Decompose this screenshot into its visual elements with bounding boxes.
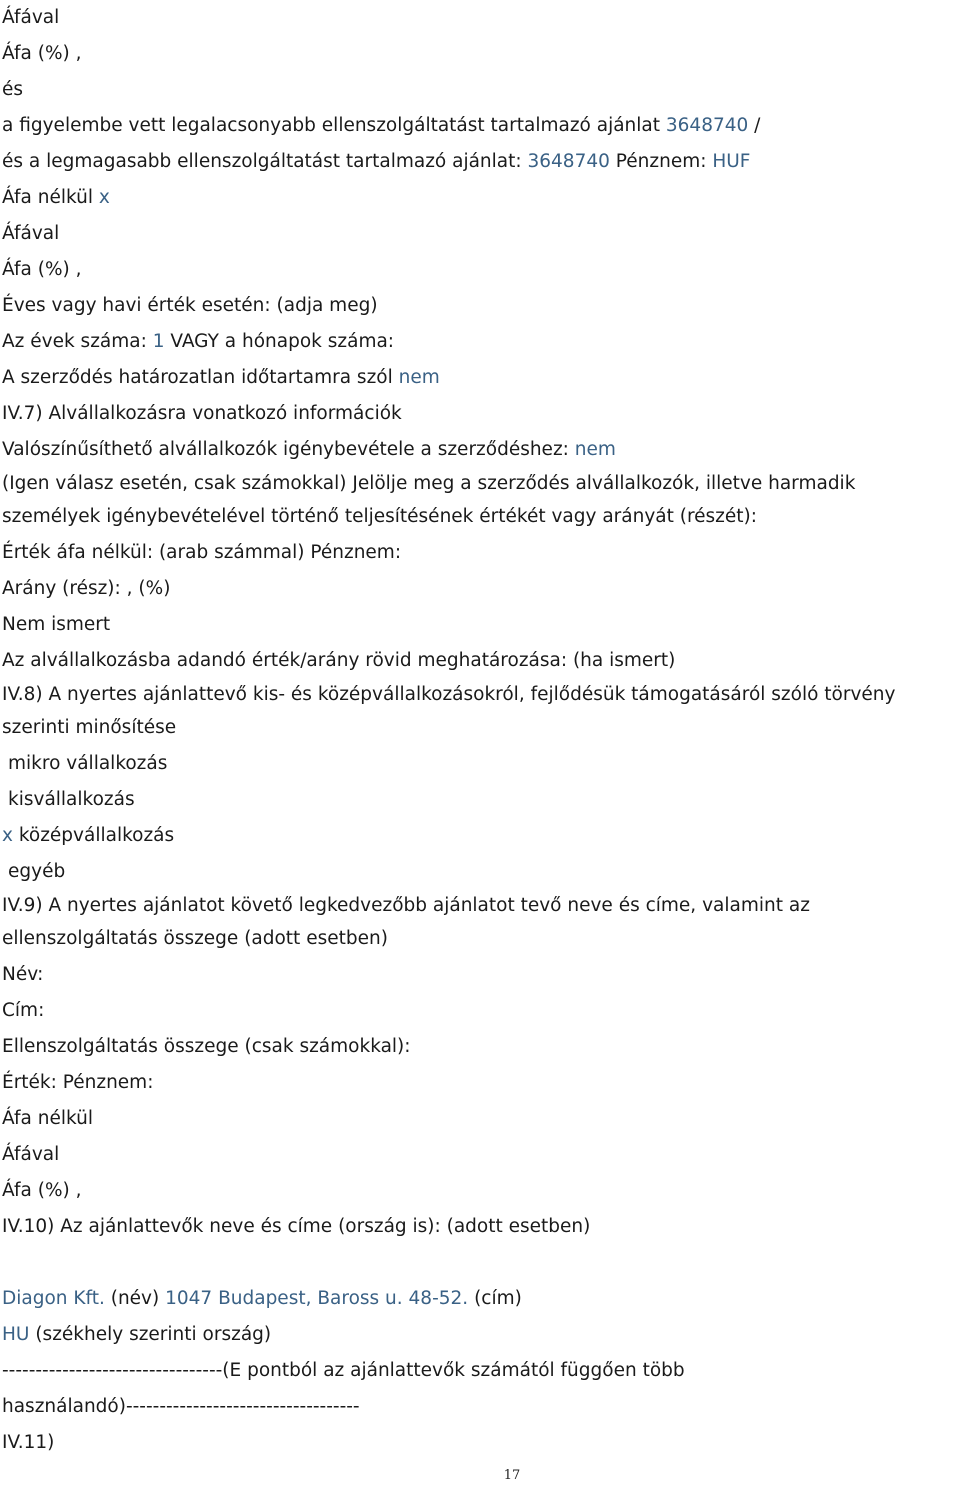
label: /: [748, 115, 761, 136]
amount-value: 3648740: [665, 115, 749, 136]
label: (cím): [468, 1288, 522, 1309]
subcontractor-value: nem: [574, 439, 616, 460]
option-small: kisvállalkozás: [8, 789, 135, 810]
bidder-line: [2, 1281, 958, 1317]
page-number: 17: [503, 1468, 521, 1483]
country-code: HU: [2, 1324, 30, 1345]
label: Valószínűsíthető alvállalkozók igénybevétele a szerződéshez:: [2, 439, 575, 460]
document-page: [2, 0, 958, 1461]
text-line: Cím:: [2, 1000, 45, 1021]
section-heading: IV.8) A nyertes ajánlattevő kis- és középvállalkozásokról, fejlődésük támogatásáról szóló törvény: [2, 684, 896, 705]
label: (székhely szerinti ország): [29, 1324, 272, 1345]
vat-excluded-line: [2, 180, 958, 216]
separator-text: ---------------------------------(E pontból az ajánlattevők számától függően több: [2, 1360, 685, 1381]
text-line: Az alvállalkozásba adandó érték/arány rövid meghatározása: (ha ismert): [2, 650, 676, 671]
country-line: [2, 1317, 958, 1353]
label: Pénznem:: [609, 151, 713, 172]
separator-text: használandó)-----------------------------------: [2, 1396, 360, 1417]
text-line: Éves vagy havi érték esetén: (adja meg): [2, 295, 378, 316]
currency-value: HUF: [712, 151, 751, 172]
bidder-name: Diagon Kft.: [2, 1288, 105, 1309]
blank-line: [2, 1245, 958, 1281]
label: a figyelembe vett legalacsonyabb ellenszolgáltatást tartalmazó ajánlat: [2, 115, 666, 136]
text-line: Érték áfa nélkül: (arab számmal) Pénznem:: [2, 542, 402, 563]
text-line: Áfa (%) ,: [2, 43, 82, 64]
indefinite-term-line: [2, 360, 958, 396]
text-line: Áfa nélkül: [2, 1108, 93, 1129]
amount-value: 3648740: [527, 151, 610, 172]
section-heading: IV.10) Az ajánlattevők neve és címe (ország is): (adott esetben): [2, 1216, 591, 1237]
text-line: Áfával: [2, 1144, 60, 1165]
option-medium: [2, 818, 958, 854]
years-value: 1: [152, 331, 165, 352]
check-mark: x: [98, 187, 110, 208]
text-line: Áfával: [2, 223, 60, 244]
lowest-offer-line: [2, 108, 958, 144]
text-line: Áfa (%) ,: [2, 1180, 82, 1201]
label: (név): [104, 1288, 166, 1309]
text-line: Érték: Pénznem:: [2, 1072, 154, 1093]
check-mark: x: [2, 825, 13, 846]
subcontractor-line: [2, 432, 958, 468]
text-line: Név:: [2, 964, 44, 985]
label: A szerződés határozatlan időtartamra szól: [2, 367, 399, 388]
text-line: Nem ismert: [2, 614, 111, 635]
text-line: Ellenszolgáltatás összege (csak számokkal):: [2, 1036, 411, 1057]
option-other: egyéb: [8, 861, 66, 882]
label: és a legmagasabb ellenszolgáltatást tartalmazó ajánlat:: [2, 151, 528, 172]
text-line: Áfa (%) ,: [2, 259, 82, 280]
option-micro: mikro vállalkozás: [8, 753, 168, 774]
text-line: (Igen válasz esetén, csak számokkal) Jelölje meg a szerződés alvállalkozók, illetve harmadik: [2, 473, 856, 494]
label: VAGY a hónapok száma:: [164, 331, 395, 352]
bidder-address: 1047 Budapest, Baross u. 48-52.: [165, 1288, 469, 1309]
section-heading: IV.9) A nyertes ajánlatot követő legkedvezőbb ajánlatot tevő neve és címe, valamint az: [2, 895, 810, 916]
text-line: Arány (rész): , (%): [2, 578, 171, 599]
label: középvállalkozás: [12, 825, 175, 846]
text-line: Áfával: [2, 7, 60, 28]
section-heading: ellenszolgáltatás összege (adott esetben): [2, 928, 388, 949]
indefinite-value: nem: [398, 367, 440, 388]
text-line: személyek igénybevételével történő teljesítésének értékét vagy arányát (részét):: [2, 506, 757, 527]
highest-offer-line: [2, 144, 958, 180]
section-heading: IV.7) Alvállalkozásra vonatkozó információk: [2, 403, 402, 424]
years-line: [2, 324, 958, 360]
text-line: és: [2, 79, 24, 100]
section-heading: IV.11): [2, 1432, 55, 1453]
section-heading: szerinti minősítése: [2, 717, 177, 738]
label: Áfa nélkül: [2, 187, 99, 208]
label: Az évek száma:: [2, 331, 153, 352]
